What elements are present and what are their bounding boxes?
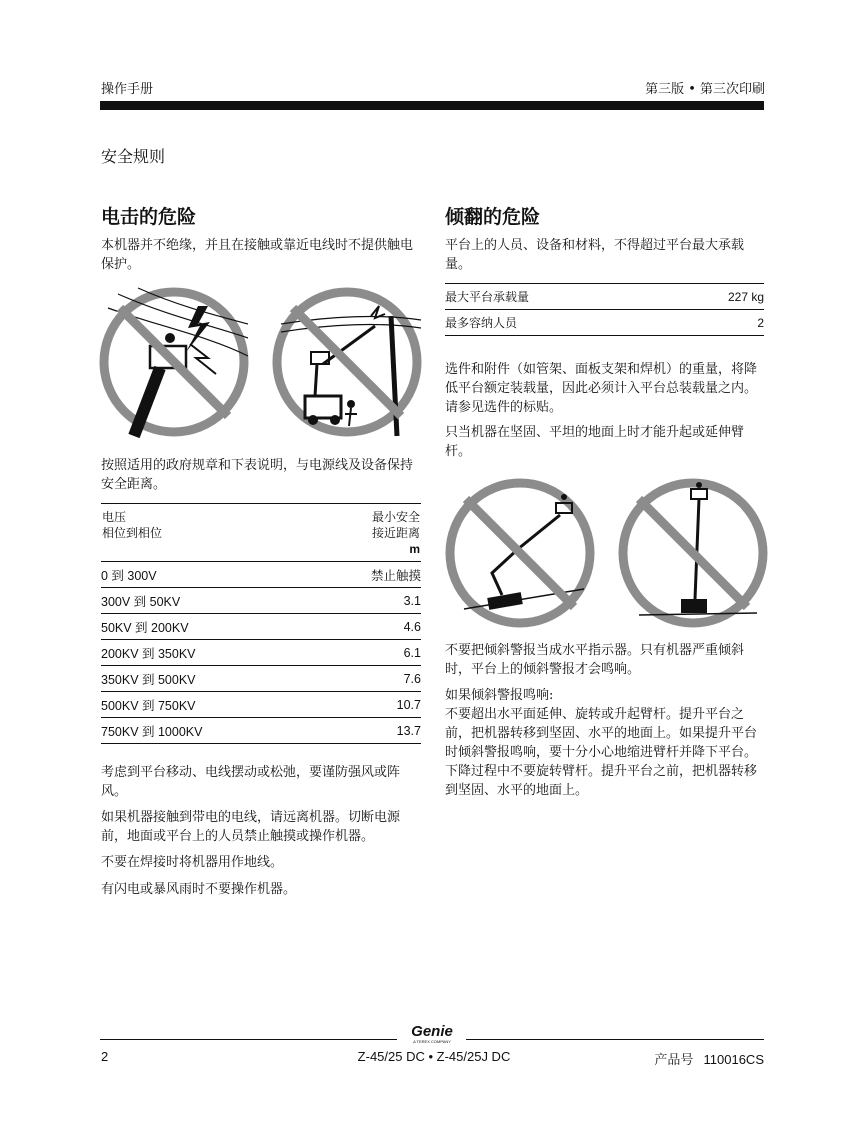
footer-rule-left [100, 1039, 397, 1040]
distance-cell: 10.7 [315, 692, 421, 718]
distance-header [372, 509, 420, 557]
capacity-value: 227 kg [668, 284, 764, 310]
part-number [654, 1049, 764, 1068]
voltage-header-line2: 相位到相位 [102, 526, 163, 540]
contact-warning: 如果机器接触到带电的电线，请远离机器。切断电源前，地面或平台上的人员禁止触摸或操作机器。 [101, 810, 401, 844]
logo-wordmark: Genie [411, 1023, 453, 1040]
table-top-rule [101, 503, 421, 504]
table-row [101, 562, 421, 588]
table-row [101, 666, 421, 692]
capacity-table [445, 284, 764, 336]
table-row [101, 588, 421, 614]
table-row [101, 614, 421, 640]
voltage-cell: 350KV 到 500KV [101, 666, 315, 692]
tilt-alarm-instructions [445, 686, 765, 800]
distance-cell: 禁止触摸 [315, 562, 421, 588]
distance-cell: 4.6 [315, 614, 421, 640]
footer-rule-right [466, 1039, 764, 1040]
voltage-cell: 200KV 到 350KV [101, 640, 315, 666]
section-title: 安全规则 [101, 147, 166, 166]
table-row [445, 284, 764, 310]
tilt-alarm-title: 如果倾斜警报鸣响: [445, 688, 554, 703]
logo-tagline: A TEREX COMPANY [413, 1039, 451, 1044]
lightning-warning: 有闪电或暴风雨时不要操作机器。 [101, 882, 297, 897]
header-edition: 第三版 • 第三次印刷 [645, 82, 765, 97]
clearance-note: 按照适用的政府规章和下表说明，与电源线及设备保持安全距离。 [101, 458, 414, 492]
distance-header-line2: 接近距离 [371, 526, 420, 540]
voltage-cell: 0 到 300V [101, 562, 315, 588]
distance-cell: 3.1 [315, 588, 421, 614]
distance-cell: 13.7 [315, 718, 421, 744]
firm-ground-note: 只当机器在坚固、平坦的地面上时才能升起或延伸臂杆。 [445, 425, 745, 459]
options-note: 选件和附件（如管架、面板支架和焊机）的重量，将降低平台额定装载量，因此必须计入平台总装载量之内。请参见选件的标贴。 [445, 362, 758, 415]
genie-logo [404, 1024, 460, 1044]
voltage-header-line1: 电压 [102, 510, 127, 524]
slope-boom-prohibition-icon [444, 477, 596, 629]
tip-over-intro: 平台上的人员、设备和材料，不得超过平台最大承载量。 [445, 238, 745, 272]
occupants-label: 最多容纳人员 [445, 310, 668, 336]
page-number: 2 [101, 1049, 109, 1064]
voltage-cell: 750KV 到 1000KV [101, 718, 315, 744]
electrocution-prohibition-icon [271, 286, 423, 438]
part-number-label: 产品号 [654, 1053, 694, 1068]
occupants-value: 2 [668, 310, 764, 336]
table-row [101, 640, 421, 666]
distance-cell: 6.1 [315, 640, 421, 666]
capacity-label: 最大平台承载量 [445, 284, 668, 310]
voltage-cell: 500KV 到 750KV [101, 692, 315, 718]
electrocution-intro: 本机器并不绝缘，并且在接触或靠近电线时不提供触电保护。 [101, 238, 414, 272]
welding-warning: 不要在焊接时将机器用作地线。 [101, 855, 284, 870]
header-manual-title: 操作手册 [101, 82, 154, 97]
part-number-value: 110016CS [703, 1052, 764, 1067]
table-row [445, 310, 764, 336]
slope-telescopic-prohibition-icon [617, 477, 769, 629]
tilt-alarm-body: 不要超出水平面延伸、旋转或升起臂杆。提升平台之前，把机器转移到坚固、水平的地面上。如果提升平台时倾斜警报鸣响，要十分小心地缩进臂杆并降下平台。下降过程中不要旋转臂杆。提升平台之前，把机器转移到坚固、水平的地面上。 [445, 707, 758, 798]
electrocution-heading: 电击的危险 [101, 206, 197, 228]
distance-cell: 7.6 [315, 666, 421, 692]
clearance-table [101, 562, 421, 744]
voltage-header [102, 509, 162, 541]
model-name: Z-45/25 DC • Z-45/25J DC [357, 1049, 511, 1064]
voltage-cell: 300V 到 50KV [101, 588, 315, 614]
header-rule [100, 101, 764, 110]
power-line-prohibition-icon [98, 286, 250, 438]
tip-over-heading: 倾翻的危险 [445, 206, 541, 228]
tilt-alarm-note: 不要把倾斜警报当成水平指示器。只有机器严重倾斜时，平台上的倾斜警报才会鸣响。 [445, 643, 745, 677]
table-row [101, 718, 421, 744]
table-row [101, 692, 421, 718]
voltage-cell: 50KV 到 200KV [101, 614, 315, 640]
distance-unit: m [409, 542, 420, 556]
distance-header-line1: 最小安全 [371, 510, 420, 524]
wind-warning: 考虑到平台移动、电线摆动或松弛，要谨防强风或阵风。 [101, 765, 401, 799]
